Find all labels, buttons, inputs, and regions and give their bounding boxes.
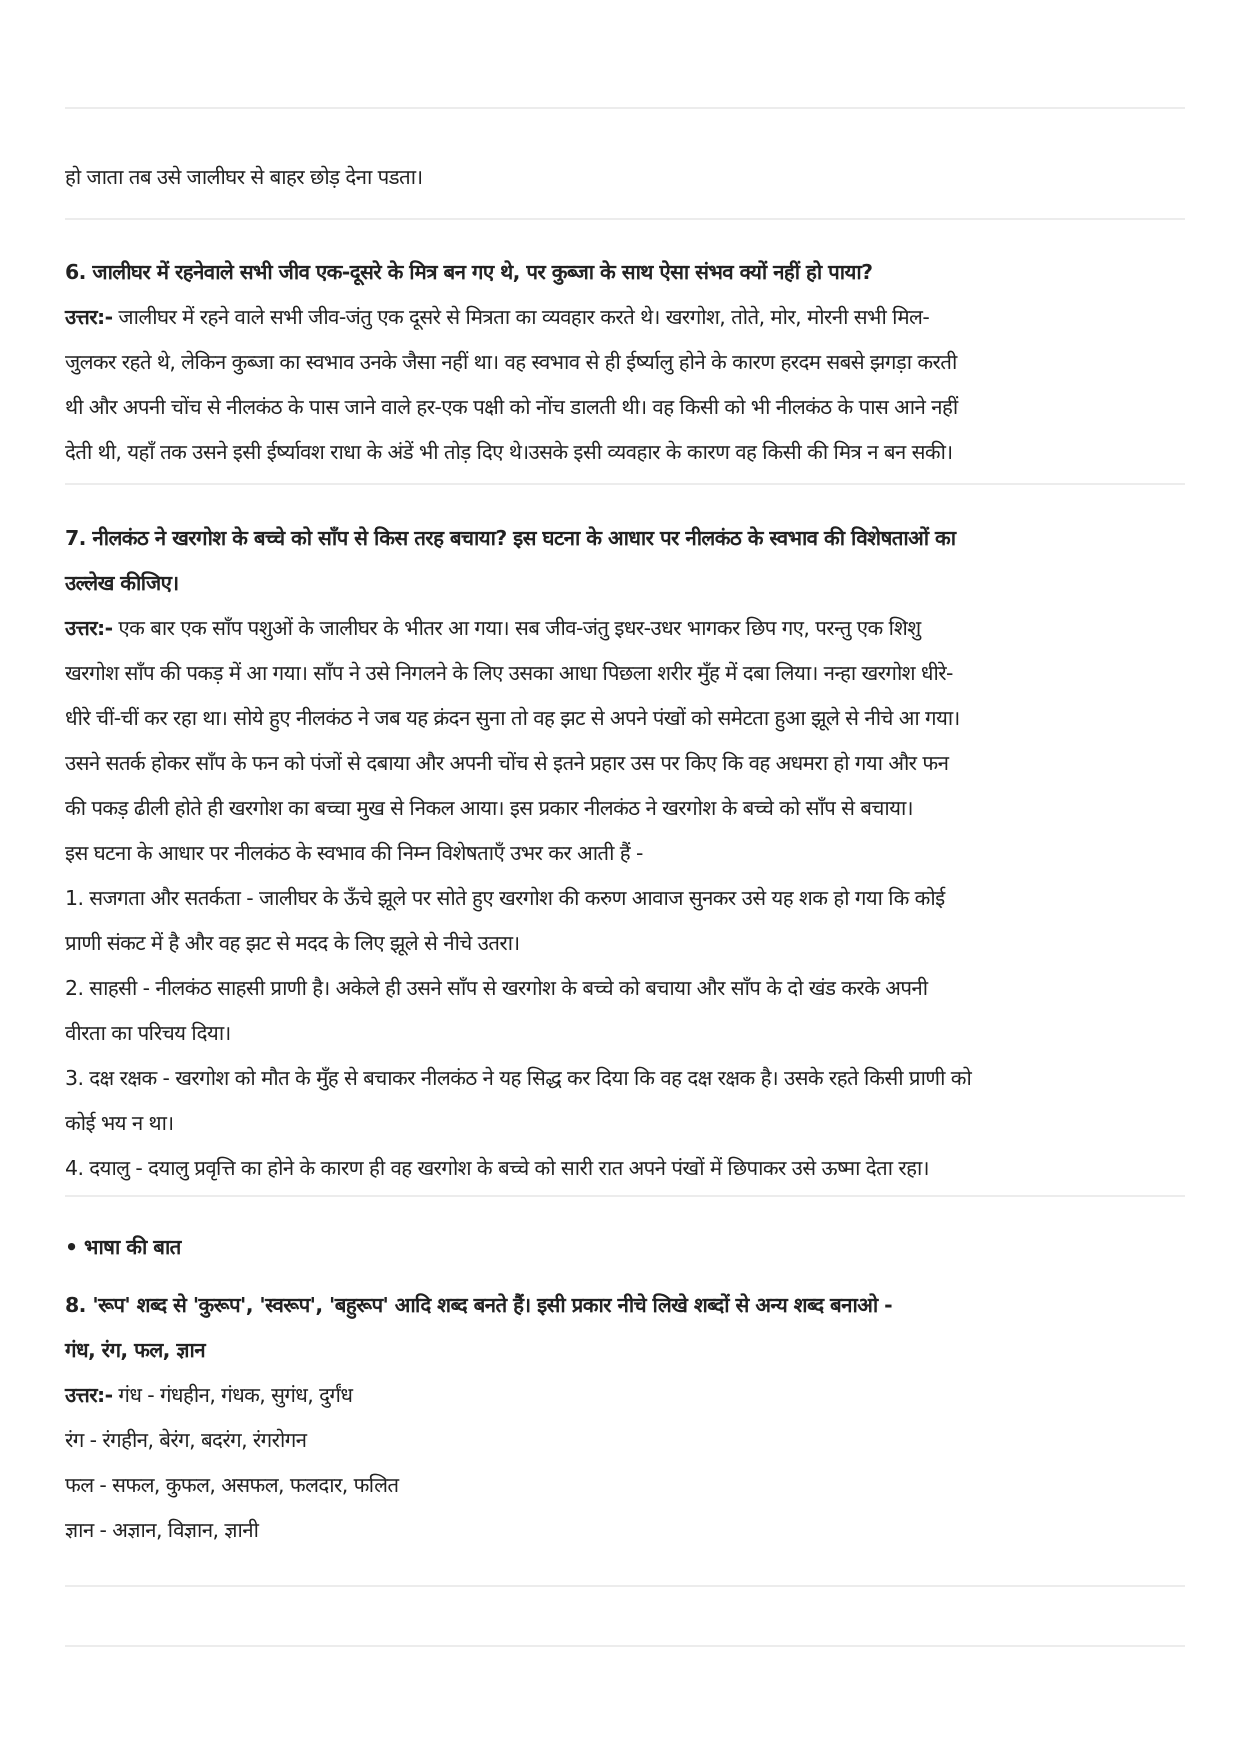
answer-label: उत्तर:- <box>65 305 113 329</box>
answer-line: फल - सफल, कुफल, असफल, फलदार, फलित <box>65 1473 399 1497</box>
answer-line: रंग - रंगहीन, बेरंग, बदरंग, रंगरोगन <box>65 1428 307 1452</box>
divider <box>65 1195 1185 1197</box>
question-text: 7. नीलकंठ ने खरगोश के बच्चे को साँप से किस तरह बचाया? इस घटना के आधार पर नीलकंठ के स्वभाव की विशेषताओं का <box>65 526 956 550</box>
section-title: • भाषा की बात <box>65 1235 181 1259</box>
answer-line: 3. दक्ष रक्षक - खरगोश को मौत के मुँह से बचाकर नीलकंठ ने यह सिद्ध कर दिया कि वह दक्ष रक्षक है। उसके रहते किसी प्राणी को <box>65 1066 972 1090</box>
answer-label: उत्तर:- <box>65 1383 113 1407</box>
answer-line: की पकड़ ढीली होते ही खरगोश का बच्चा मुख से निकल आया। इस प्रकार नीलकंठ ने खरगोश के बच्चे को साँप से बचाया। <box>65 796 913 820</box>
answer-line: कोई भय न था। <box>65 1111 174 1135</box>
answer-line: उत्तर:- गंध - गंधहीन, गंधक, सुगंध, दुर्गंध <box>65 1383 353 1407</box>
question-8 <box>65 1283 1185 1553</box>
top-divider <box>65 107 1185 109</box>
answer-line: थी और अपनी चोंच से नीलकंठ के पास जाने वाले हर-एक पक्षी को नोंच डालती थी। वह किसी को भी नीलकंठ के पास आने नहीं <box>65 395 958 419</box>
continued-answer <box>65 155 1185 200</box>
question-7 <box>65 516 1185 1191</box>
answer-label: उत्तर:- <box>65 616 113 640</box>
answer-line: खरगोश साँप की पकड़ में आ गया। साँप ने उसे निगलने के लिए उसका आधा पिछला शरीर मुँह में दबा लिया। नन्हा खरगोश धीरे- <box>65 661 953 685</box>
continued-text: हो जाता तब उसे जालीघर से बाहर छोड़ देना पडता। <box>65 165 423 189</box>
answer-line: 1. सजगता और सतर्कता - जालीघर के ऊँचे झूले पर सोते हुए खरगोश की करुण आवाज सुनकर उसे यह शक हो गया कि कोई <box>65 886 945 910</box>
answer-line: उत्तर:- जालीघर में रहने वाले सभी जीव-जंतु एक दूसरे से मित्रता का व्यवहार करते थे। खरगोश, तोते, मोर, मोरनी सभी मिल- <box>65 305 930 329</box>
answer-line: धीरे चीं-चीं कर रहा था। सोये हुए नीलकंठ ने जब यह क्रंदन सुना तो वह झट से अपने पंखों को समेटता हुआ झूले से नीचे आ गया। <box>65 706 960 730</box>
answer-line: उसने सतर्क होकर साँप के फन को पंजों से दबाया और अपनी चोंच से इतने प्रहार उस पर किए कि वह अधमरा हो गया और फन <box>65 751 949 775</box>
divider <box>65 218 1185 220</box>
answer-line: प्राणी संकट में है और वह झट से मदद के लिए झूले से नीचे उतरा। <box>65 931 520 955</box>
bottom-divider <box>65 1645 1185 1647</box>
answer-line: 4. दयालु - दयालु प्रवृत्ति का होने के कारण ही वह खरगोश के बच्चे को सारी रात अपने पंखों में छिपाकर उसे ऊष्मा देता रहा। <box>65 1156 929 1180</box>
answer-line: जुलकर रहते थे, लेकिन कुब्जा का स्वभाव उनके जैसा नहीं था। वह स्वभाव से ही ईर्ष्यालु होने के कारण हरदम सबसे झगड़ा करती <box>65 350 957 374</box>
section-heading <box>65 1225 1185 1270</box>
answer-line: वीरता का परिचय दिया। <box>65 1021 231 1045</box>
answer-line: ज्ञान - अज्ञान, विज्ञान, ज्ञानी <box>65 1518 259 1542</box>
question-text: गंध, रंग, फल, ज्ञान <box>65 1338 205 1362</box>
question-text: उल्लेख कीजिए। <box>65 571 179 595</box>
answer-line: उत्तर:- एक बार एक साँप पशुओं के जालीघर के भीतर आ गया। सब जीव-जंतु इधर-उधर भागकर छिप गए, परन्तु एक शिशु <box>65 616 921 640</box>
answer-line: इस घटना के आधार पर नीलकंठ के स्वभाव की निम्न विशेषताएँ उभर कर आती हैं - <box>65 841 643 865</box>
question-text: 8. 'रूप' शब्द से 'कुरूप', 'स्वरूप', 'बहुरूप' आदि शब्द बनते हैं। इसी प्रकार नीचे लिखे शब्दों से अन्य शब्द बनाओ - <box>65 1293 893 1317</box>
question-text: 6. जालीघर में रहनेवाले सभी जीव एक-दूसरे के मित्र बन गए थे, पर कुब्जा के साथ ऐसा संभव क्यों नहीं हो पाया? <box>65 260 873 284</box>
question-6 <box>65 250 1185 475</box>
divider <box>65 1585 1185 1587</box>
answer-line: 2. साहसी - नीलकंठ साहसी प्राणी है। अकेले ही उसने साँप से खरगोश के बच्चे को बचाया और साँप के दो खंड करके अपनी <box>65 976 928 1000</box>
answer-line: देती थी, यहाँ तक उसने इसी ईर्ष्यावश राधा के अंडें भी तोड़ दिए थे।उसके इसी व्यवहार के कारण वह किसी की मित्र न बन सकी। <box>65 440 953 464</box>
divider <box>65 483 1185 485</box>
